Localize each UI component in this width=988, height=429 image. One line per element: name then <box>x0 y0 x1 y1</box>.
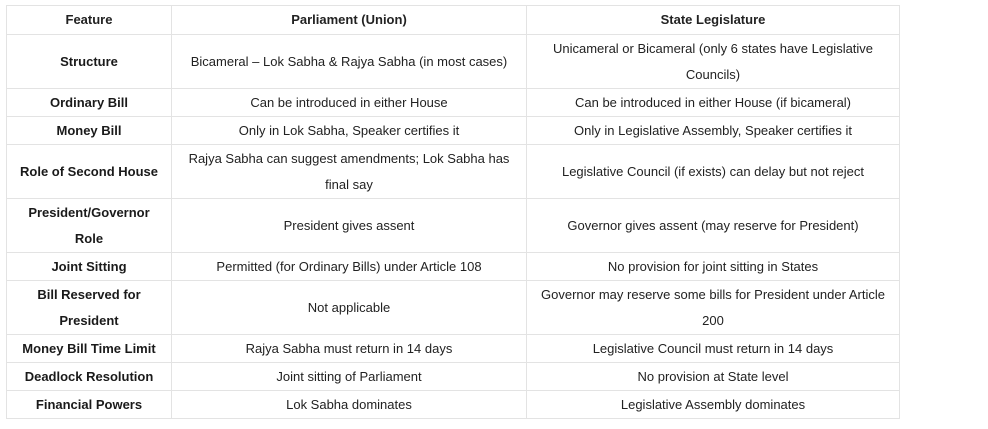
table-row <box>7 145 900 199</box>
parliament-cell: Only in Lok Sabha, Speaker certifies it <box>172 117 527 145</box>
parliament-cell: Not applicable <box>172 281 527 335</box>
table-row <box>7 35 900 89</box>
feature-cell: Structure <box>7 35 172 89</box>
parliament-cell: Lok Sabha dominates <box>172 391 527 419</box>
state-cell: Legislative Assembly dominates <box>527 391 900 419</box>
state-cell: No provision at State level <box>527 363 900 391</box>
parliament-cell: Joint sitting of Parliament <box>172 363 527 391</box>
parliament-cell: Permitted (for Ordinary Bills) under Article 108 <box>172 253 527 281</box>
feature-cell: Ordinary Bill <box>7 89 172 117</box>
parliament-cell: Rajya Sabha must return in 14 days <box>172 335 527 363</box>
feature-cell: Money Bill <box>7 117 172 145</box>
state-cell: Can be introduced in either House (if bicameral) <box>527 89 900 117</box>
feature-cell: Bill Reserved for President <box>7 281 172 335</box>
table-row <box>7 117 900 145</box>
feature-cell: Money Bill Time Limit <box>7 335 172 363</box>
parliament-cell: Can be introduced in either House <box>172 89 527 117</box>
state-cell: Governor gives assent (may reserve for President) <box>527 199 900 253</box>
header-row <box>7 6 900 35</box>
header-parliament: Parliament (Union) <box>172 6 527 35</box>
comparison-table <box>6 5 900 419</box>
state-cell: Legislative Council (if exists) can delay but not reject <box>527 145 900 199</box>
parliament-cell: Rajya Sabha can suggest amendments; Lok Sabha has final say <box>172 145 527 199</box>
feature-cell: Joint Sitting <box>7 253 172 281</box>
header-state-legislature: State Legislature <box>527 6 900 35</box>
table-body <box>7 35 900 419</box>
feature-cell: President/Governor Role <box>7 199 172 253</box>
state-cell: Legislative Council must return in 14 days <box>527 335 900 363</box>
table-row <box>7 391 900 419</box>
feature-cell: Role of Second House <box>7 145 172 199</box>
state-cell: Only in Legislative Assembly, Speaker certifies it <box>527 117 900 145</box>
header-feature: Feature <box>7 6 172 35</box>
state-cell: No provision for joint sitting in States <box>527 253 900 281</box>
table-row <box>7 281 900 335</box>
table-row <box>7 199 900 253</box>
state-cell: Unicameral or Bicameral (only 6 states have Legislative Councils) <box>527 35 900 89</box>
parliament-cell: President gives assent <box>172 199 527 253</box>
feature-cell: Financial Powers <box>7 391 172 419</box>
table-row <box>7 89 900 117</box>
feature-cell: Deadlock Resolution <box>7 363 172 391</box>
state-cell: Governor may reserve some bills for President under Article 200 <box>527 281 900 335</box>
table-row <box>7 335 900 363</box>
table-row <box>7 253 900 281</box>
table-header <box>7 6 900 35</box>
parliament-cell: Bicameral – Lok Sabha & Rajya Sabha (in most cases) <box>172 35 527 89</box>
table-row <box>7 363 900 391</box>
